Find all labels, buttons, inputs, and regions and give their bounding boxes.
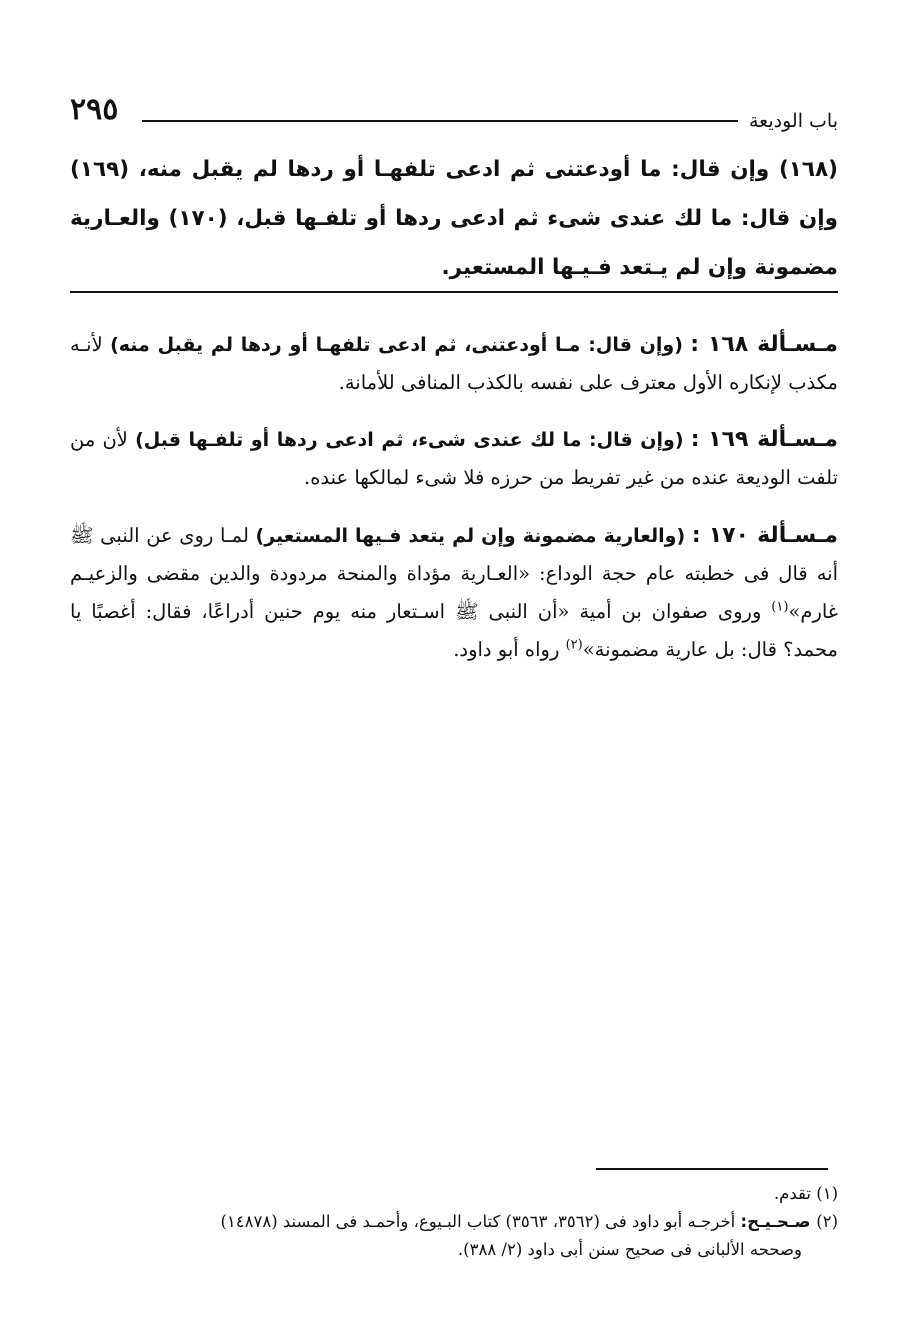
footnote-1 [70, 1180, 838, 1208]
masala-quote: (وإن قال: ما لك عندى شىء، ثم ادعى ردها أو تلفـها قبل) [135, 429, 684, 451]
masala-168 [70, 326, 838, 402]
matn-paragraph: (١٦٨) وإن قال: ما أودعتنى ثم ادعى تلفهـا أو ردها لم يقبل منه، (١٦٩) وإن قال: ما لك عندى شىء ثم ادعى ردها أو تلفـها قبل، (١٧٠) والعـارية مضمونة وإن لم يـتعد فـيـها المستعير. [70, 157, 838, 280]
footnote-number: (١) [816, 1184, 838, 1203]
footnote-text: أخرجـه أبو داود فى (٣٥٦٢، ٣٥٦٣) كتاب البـيوع، وأحمـد فى المسند (١٤٨٧٨) [220, 1212, 741, 1231]
commentary-section [70, 306, 838, 679]
header-rule [142, 120, 738, 122]
matn-text [70, 145, 838, 292]
page-number: ٢٩٥ [70, 92, 119, 127]
masala-text: لمـا روى عن النبى ﷺ أنه قال فى خطبته عام حجة الوداع: «العـارية مؤداة والمنحة مردودة والدين مقضى والزعيـم غارم» [70, 523, 838, 623]
footnote-ref-2: (٢) [565, 637, 583, 652]
footnotes [70, 1180, 838, 1264]
footnote-2 [70, 1208, 838, 1264]
footnote-number: (٢) [816, 1212, 838, 1231]
masala-169 [70, 421, 838, 497]
masala-quote: (والعارية مضمونة وإن لم يتعد فـيها المستعير) [255, 524, 686, 547]
footnote-grade: صـحـيـح: [740, 1212, 817, 1231]
masala-label: مـسـألة ١٧٠ : [691, 522, 838, 548]
running-title: باب الوديعة [749, 110, 838, 132]
masala-text: وروى صفوان بن أمية «أن النبى ﷺ اسـتعار منه يوم حنين أدراعًا، فقال: أغصبًا يا محمد؟ قال: بل عارية مضمونة» [70, 599, 838, 661]
masala-quote: (وإن قال: مـا أودعتنى، ثم ادعى تلفهـا أو ردها لم يقبل منه) [110, 333, 683, 356]
masala-170 [70, 517, 838, 669]
page-header [70, 92, 838, 132]
matn-separator-rule [70, 291, 838, 293]
footnote-separator-rule [596, 1168, 828, 1170]
masala-text: رواه أبو داود. [453, 637, 566, 661]
footnote-text: تقدم. [773, 1184, 817, 1203]
masala-text: لأنـه مكذب لإنكاره الأول معترف على نفسه بالكذب المنافى للأمانة. [70, 332, 838, 394]
masala-label: مـسـألة ١٦٨ : [690, 331, 838, 357]
footnote-ref-1: (١) [771, 599, 789, 614]
footnote-continuation: وصححه الألبانى فى صحيح سنن أبى داود (٢/ ٣٨٨). [457, 1240, 802, 1259]
masala-label: مـسـألة ١٦٩ : [690, 427, 838, 452]
masala-text: لأن من تلفت الوديعة عنده من غير تفريط من حرزه فلا شىء لمالكها عنده. [70, 428, 838, 489]
